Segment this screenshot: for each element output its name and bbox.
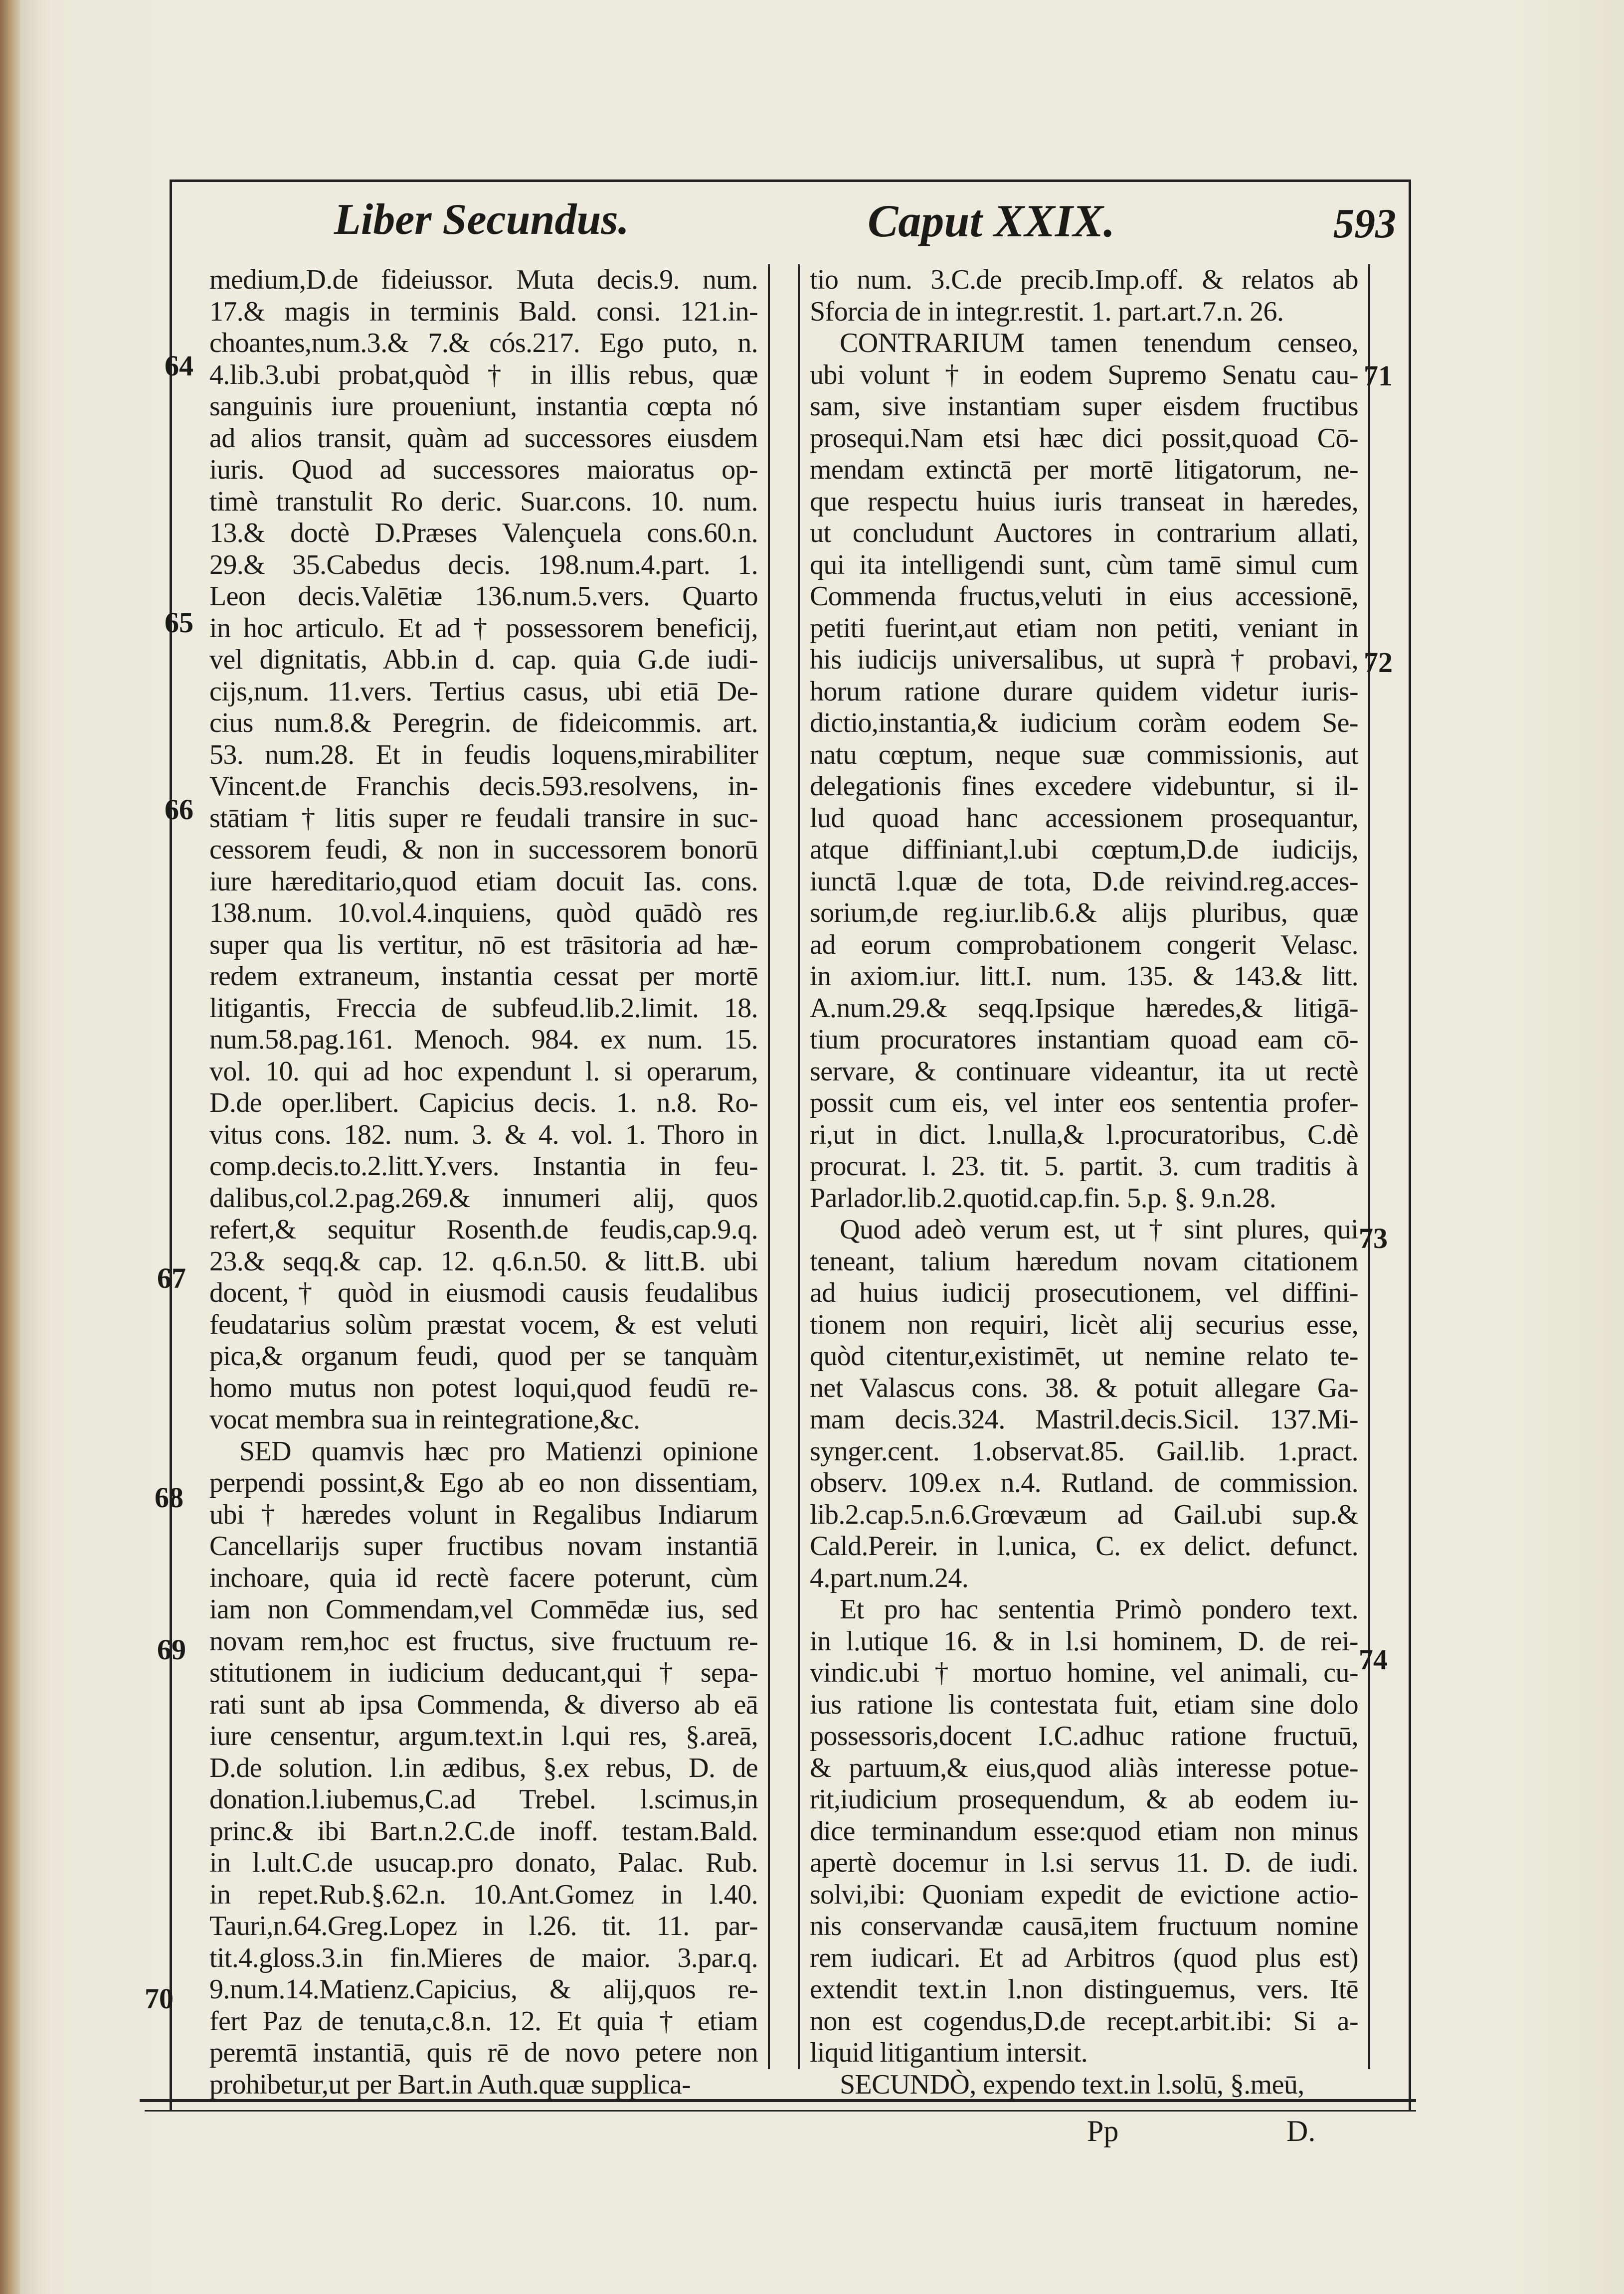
margin-number-71: 71 — [1364, 359, 1393, 392]
text-line: ubi volunt † in eodem Supremo Senatu cau- — [810, 359, 1358, 390]
text-line: apertè docemur in l.si servus 11. D. de iudi. — [810, 1847, 1358, 1878]
text-line: D.de oper.libert. Capicius decis. 1. n.8. Ro- — [209, 1087, 758, 1118]
page-number: 593 — [1333, 200, 1396, 247]
book-binding — [0, 0, 20, 2294]
text-line: 29.& 35.Cabedus decis. 198.num.4.part. 1. — [209, 549, 758, 580]
text-line: dictio,instantia,& iudicium coràm eodem Se- — [810, 707, 1358, 738]
text-line: sam, sive instantiam super eisdem fructibus — [810, 391, 1358, 422]
text-line: lib.2.cap.5.n.6.Grœvæum ad Gail.ubi sup.& — [810, 1499, 1358, 1530]
text-line: timè transtulit Ro deric. Suar.cons. 10. num. — [209, 486, 758, 517]
text-line: redem extraneum, instantia cessat per mortē — [209, 961, 758, 992]
text-line: prosequi.Nam etsi hæc dici possit,quoad Cō- — [810, 422, 1358, 454]
text-line: donation.l.iubemus,C.ad Trebel. l.scimus,in — [209, 1784, 758, 1815]
text-line: rem iudicari. Et ad Arbitros (quod plus est) — [810, 1942, 1358, 1973]
text-line: sorium,de reg.iur.lib.6.& alijs pluribus, quæ — [810, 897, 1358, 928]
text-line: vol. 10. qui ad hoc expendunt l. si operarum, — [209, 1056, 758, 1087]
text-line: horum ratione durare quidem videtur iuris- — [810, 676, 1358, 707]
text-line: dalibus,col.2.pag.269.& innumeri alij, quos — [209, 1182, 758, 1214]
text-line: servare, & continuare videantur, ita ut rectè — [810, 1056, 1358, 1087]
text-line: lud quoad hanc accessionem prosequantur, — [810, 802, 1358, 834]
margin-number-73: 73 — [1359, 1222, 1388, 1254]
text-line: ius ratione lis contestata fuit, etiam sine dolo — [810, 1689, 1358, 1720]
text-line: novam rem,hoc est fructus, sive fructuum re- — [209, 1625, 758, 1657]
text-line: mendam extinctā per mortē litigatorum, ne- — [810, 454, 1358, 485]
text-line: princ.& ibi Bart.n.2.C.de inoff. testam.Bald. — [209, 1815, 758, 1847]
text-line: inchoare, quia id rectè facere poterunt, cùm — [209, 1562, 758, 1593]
text-line: sanguinis iure proueniunt, instantia cœpta nó — [209, 391, 758, 422]
margin-number-72: 72 — [1364, 646, 1393, 679]
text-line: atque diffiniant,l.ubi cœptum,D.de iudicijs, — [810, 834, 1358, 865]
frame-bottom-rule-inner — [145, 2110, 1416, 2112]
text-line: refert,& sequitur Rosenth.de feudis,cap.9.q. — [209, 1214, 758, 1245]
text-line: iam non Commendam,vel Commēdæ ius, sed — [209, 1594, 758, 1625]
text-line: ut concludunt Auctores in contrarium allati, — [810, 518, 1358, 548]
text-line: Commenda fructus,veluti in eius accessionē, — [810, 581, 1358, 612]
text-line: possit cum eis, vel inter eos sententia profer- — [810, 1087, 1358, 1118]
text-line: Parlador.lib.2.quotid.cap.fin. 5.p. §. 9.n.28. — [810, 1182, 1276, 1214]
text-line: Leon decis.Valētiæ 136.num.5.vers. Quarto — [209, 581, 758, 612]
text-line: choantes,num.3.& 7.& cós.217. Ego puto, n. — [209, 328, 758, 358]
text-line: mam decis.324. Mastril.decis.Sicil. 137.Mi- — [810, 1404, 1358, 1435]
text-line: stātiam † litis super re feudali transire in suc- — [209, 802, 758, 834]
text-line: docent,† quòd in eiusmodi causis feudalibus — [209, 1277, 758, 1308]
text-line: qui ita intelligendi sunt, cùm tamē simul cum — [810, 549, 1358, 580]
text-line: Sforcia de in integr.restit. 1. part.art.7.n. 26. — [810, 296, 1284, 327]
right-column — [798, 264, 1370, 2100]
text-line: Cald.Pereir. in l.unica, C. ex delict. defunct. — [810, 1531, 1358, 1562]
text-line: & partuum,& eius,quod aliàs interesse potue- — [810, 1752, 1358, 1783]
text-line: litigantis, Freccia de subfeud.lib.2.limit. 18. — [209, 992, 758, 1024]
text-line: 138.num. 10.vol.4.inquiens, quòd quādò res — [209, 897, 758, 928]
text-line: ubi † hæredes volunt in Regalibus Indiarum — [209, 1499, 758, 1530]
text-line: fert Paz de tenuta,c.8.n. 12. Et quia † etiam — [209, 2005, 758, 2037]
text-line: peremtā instantiā, quis rē de novo petere non — [209, 2037, 758, 2068]
text-line: cijs,num. 11.vers. Tertius casus, ubi etiā De- — [209, 676, 758, 707]
text-line: iure hæreditario,quod etiam docuit Ias. cons. — [209, 866, 758, 897]
text-line: pica,& organum feudi, quod per se tanquàm — [209, 1341, 758, 1372]
text-line: 23.& seqq.& cap. 12. q.6.n.50. & litt.B. ubi — [209, 1245, 758, 1277]
text-line: dice terminandum esse:quod etiam non minus — [810, 1815, 1358, 1847]
text-line: 4.lib.3.ubi probat,quòd † in illis rebus, quæ — [209, 359, 758, 390]
text-line: tium procuratores instantiam quoad eam cō- — [810, 1024, 1358, 1055]
text-line: in l.utique 16. & in l.si hominem, D. de rei- — [810, 1625, 1358, 1657]
text-line: num.58.pag.161. Menoch. 984. ex num. 15. — [209, 1024, 758, 1055]
text-line: 13.& doctè D.Præses Valençuela cons.60.n. — [209, 518, 758, 548]
text-line: possessoris,docent I.C.adhuc ratione fructuū, — [810, 1721, 1358, 1752]
text-line: homo mutus non potest loqui,quod feudū re- — [209, 1372, 758, 1404]
text-line: feudatarius solùm præstat vocem, & est veluti — [209, 1309, 758, 1340]
text-line: nis conservandæ causā,item fructuum nomine — [810, 1911, 1358, 1941]
margin-number-74: 74 — [1359, 1643, 1388, 1676]
text-line: natu cœptum, neque suæ commissionis, aut — [810, 739, 1358, 770]
signature-mark: Pp — [1087, 2115, 1119, 2147]
text-line: petiti fuerint,aut etiam non petiti, veniant in — [810, 612, 1358, 644]
text-line: ad alios transit, quàm ad successores eiusdem — [209, 422, 758, 454]
text-line: delegationis fines excedere videbuntur, si il- — [810, 771, 1358, 802]
text-line: ad huius iudicij prosecutionem, vel diffini- — [810, 1277, 1358, 1308]
text-line: comp.decis.to.2.litt.Y.vers. Instantia in feu- — [209, 1151, 758, 1182]
text-line: stitutionem in iudicium deducant,qui † sepa- — [209, 1657, 758, 1688]
text-line: non est cogendus,D.de recept.arbit.ibi: Si a- — [810, 2005, 1358, 2037]
text-line: in axiom.iur. litt.I. num. 135. & 143.& litt. — [810, 961, 1358, 992]
margin-number-68: 68 — [155, 1481, 183, 1514]
text-line: tionem non requiri, licèt alij securius esse, — [810, 1309, 1358, 1340]
text-line: D.de solution. l.in ædibus, §.ex rebus, D. de — [209, 1752, 758, 1783]
text-line: vitus cons. 182. num. 3. & 4. vol. 1. Thoro in — [209, 1119, 758, 1150]
text-line: tio num. 3.C.de precib.Imp.off. & relatos ab — [810, 264, 1358, 295]
text-line: net Valascus cons. 38. & potuit allegare Ga- — [810, 1372, 1358, 1404]
text-line: ad eorum comprobationem congerit Velasc. — [810, 929, 1358, 960]
text-line: teneant, talium hæredum novam citationem — [810, 1245, 1358, 1277]
text-line: CONTRARIUM tamen tenendum censeo, — [840, 328, 1358, 358]
text-line: solvi,ibi: Quoniam expedit de evictione actio- — [810, 1879, 1358, 1910]
text-line: tit.4.gloss.3.in fin.Mieres de maior. 3.par.q. — [209, 1942, 758, 1973]
text-line: Et pro hac sententia Primò pondero text. — [840, 1594, 1358, 1625]
text-line: vindic.ubi † mortuo homine, vel animali, cu- — [810, 1657, 1358, 1688]
margin-number-67: 67 — [157, 1262, 186, 1294]
text-line: Cancellarijs super fructibus novam instantiā — [209, 1531, 758, 1562]
text-line: in l.ult.C.de usucap.pro donato, Palac. Rub. — [209, 1847, 758, 1878]
text-line: SECUNDÒ, expendo text.in l.solū, §.meū, — [840, 2069, 1304, 2100]
text-line: medium,D.de fideiussor. Muta decis.9. num. — [209, 264, 758, 295]
text-line: Vincent.de Franchis decis.593.resolvens, in- — [209, 771, 758, 802]
margin-number-66: 66 — [165, 793, 193, 826]
text-line: rit,iudicium prosequendum, & ab eodem iu- — [810, 1784, 1358, 1815]
text-line: vocat membra sua in reintegratione,&c. — [209, 1404, 640, 1435]
text-line: que respectu huius iuris transeat in hæredes, — [810, 486, 1358, 517]
text-line: iure censentur, argum.text.in l.qui res, §.areā, — [209, 1721, 758, 1752]
text-line: super qua lis vertitur, nō est trāsitoria ad hæ- — [209, 929, 758, 960]
text-line: 53. num.28. Et in feudis loquens,mirabiliter — [209, 739, 758, 770]
text-line: observ. 109.ex n.4. Rutland. de commission. — [810, 1467, 1358, 1498]
left-column — [209, 264, 770, 2100]
text-line: iunctā l.quæ de tota, D.de reivind.reg.acces- — [810, 866, 1358, 897]
text-line: cessorem feudi, & non in successorem bonorū — [209, 834, 758, 865]
text-line: cius num.8.& Peregrin. de fideicommis. art. — [209, 707, 758, 738]
text-line: Quod adeò verum est, ut † sint plures, qui — [840, 1214, 1358, 1245]
text-line: 4.part.num.24. — [810, 1562, 969, 1593]
text-line: rati sunt ab ipsa Commenda, & diverso ab eā — [209, 1689, 758, 1720]
text-line: ri,ut in dict. l.nulla,& l.procuratoribus, C.dè — [810, 1119, 1358, 1150]
text-line: in hoc articulo. Et ad † possessorem beneficij, — [209, 612, 758, 644]
margin-number-65: 65 — [165, 606, 193, 639]
text-line: liquid litigantium intersit. — [810, 2037, 1088, 2068]
running-head-chapter: Caput XXIX. — [868, 195, 1115, 246]
text-line: Tauri,n.64.Greg.Lopez in l.26. tit. 11. par- — [209, 1911, 758, 1941]
text-line: his iudicijs universalibus, ut suprà † probavi, — [810, 644, 1358, 675]
margin-number-69: 69 — [157, 1633, 186, 1666]
text-line: extendit text.in l.non distinguemus, vers. Itē — [810, 1974, 1358, 2005]
catchword: D. — [1286, 2115, 1316, 2147]
text-line: A.num.29.& seqq.Ipsique hæredes,& litigā- — [810, 992, 1358, 1024]
text-line: synger.cent. 1.observat.85. Gail.lib. 1.pract. — [810, 1435, 1358, 1467]
text-line: in repet.Rub.§.62.n. 10.Ant.Gomez in l.40. — [209, 1879, 758, 1910]
running-head-book: Liber Secundus. — [334, 195, 629, 244]
text-line: iuris. Quod ad successores maioratus op- — [209, 454, 758, 485]
text-line: 9.num.14.Matienz.Capicius, & alij,quos re- — [209, 1974, 758, 2005]
margin-number-64: 64 — [165, 350, 193, 382]
margin-number-70: 70 — [145, 1982, 174, 2015]
text-line: quòd citentur,existimēt, ut nemine relato te- — [810, 1341, 1358, 1372]
text-line: procurat. l. 23. tit. 5. partit. 3. cum traditis à — [810, 1151, 1358, 1182]
text-line: prohibetur,ut per Bart.in Auth.quæ supplica- — [209, 2069, 691, 2100]
text-line: SED quamvis hæc pro Matienzi opinione — [239, 1435, 758, 1467]
text-line: perpendi possint,& Ego ab eo non dissentiam, — [209, 1467, 758, 1498]
text-line: 17.& magis in terminis Bald. consi. 121.in- — [209, 296, 758, 327]
text-line: vel dignitatis, Abb.in d. cap. quia G.de iudi- — [209, 644, 758, 675]
